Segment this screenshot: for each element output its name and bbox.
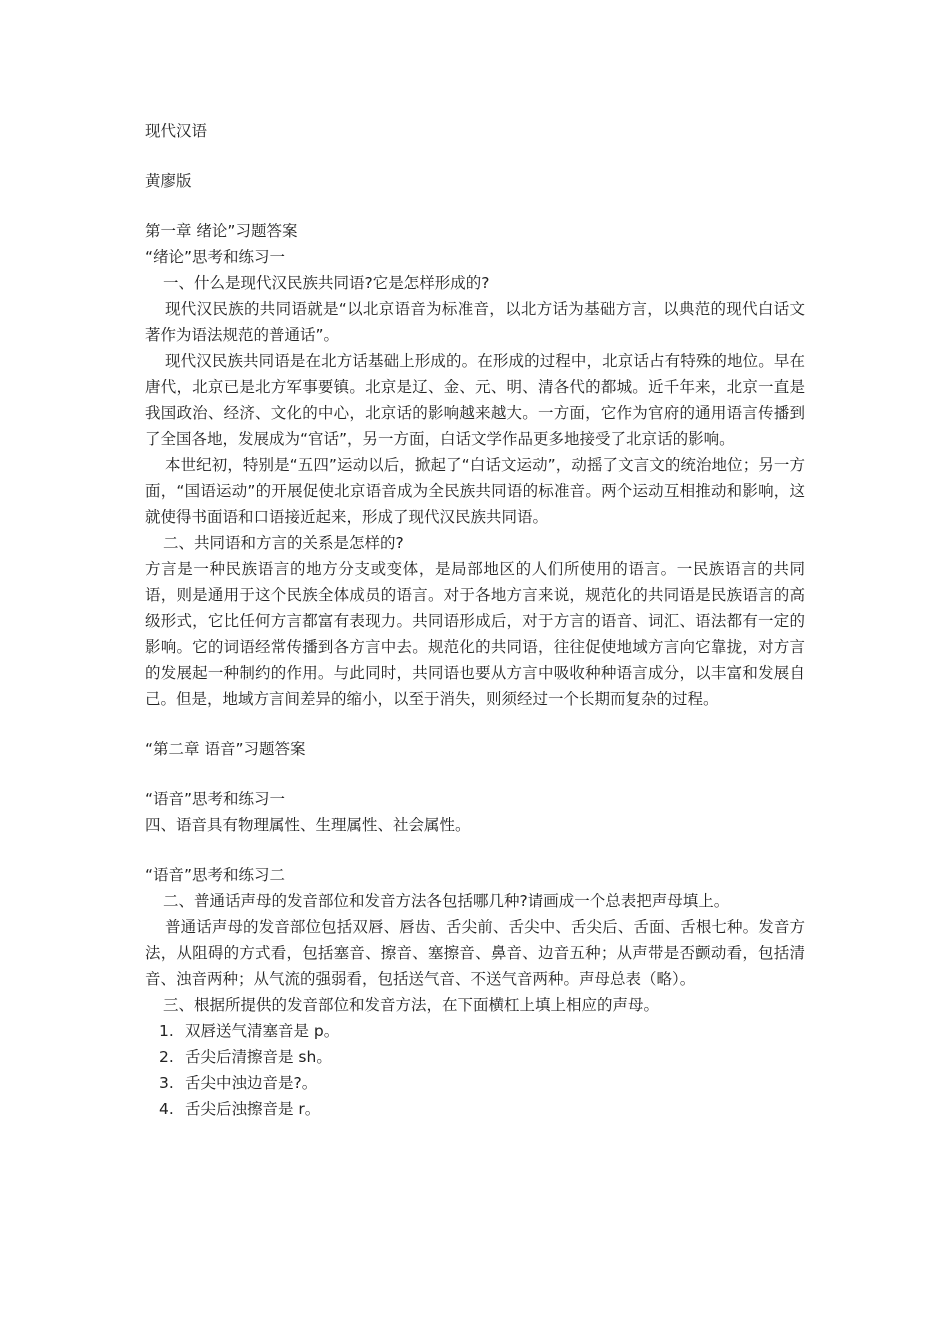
list-item [145,1070,805,1096]
list-item-text: 舌尖中浊边音是?。 [185,1074,318,1092]
chapter-2-exercise-1-answer: 四、语音具有物理属性、生理属性、社会属性。 [145,816,471,834]
doc-edition: 黄廖版 [145,172,192,190]
question-1: 一、什么是现代汉民族共同语?它是怎样形成的? [163,274,490,292]
list-item-number: 4. [159,1100,174,1118]
answer-paragraph-4: 方言是一种民族语言的地方分支或变体，是局部地区的人们所使用的语言。一民族语言的共同语，则是通用于这个民族全体成员的语言。对于各地方言来说，规范化的共同语是民族语言的高级形式，它比任何方言都富有表现力。共同语形成后，对于方言的语音、词汇、语法都有一定的影响。它的词语经常传播到各方言中去。规范化的共同语，往往促使地域方言向它靠拢，对方言的发展起一种制约的作用。与此同时，共同语也要从方言中吸收种种语言成分，以丰富和发展自己。但是，地域方言间差异的缩小，以至于消失，则须经过一个长期而复杂的过程。 [145,560,805,708]
list-item-number: 1. [159,1022,174,1040]
chapter-2-exercise-1-heading: “语音”思考和练习一 [145,790,286,808]
list-item-number: 3. [159,1074,174,1092]
list-item-text: 舌尖后浊擦音是 r。 [185,1100,321,1118]
list-item-number: 2. [159,1048,174,1066]
answer-paragraph-5: 普通话声母的发音部位包括双唇、唇齿、舌尖前、舌尖中、舌尖后、舌面、舌根七种。发音方法，从阻碍的方式看，包括塞音、擦音、塞擦音、鼻音、边音五种；从声带是否颤动看，包括清音、浊音两种；从气流的强弱看，包括送气音、不送气音两种。声母总表（略）。 [145,918,805,988]
list-item-text: 舌尖后清擦音是 sh。 [185,1048,332,1066]
chapter-1-heading: 第一章 绪论”习题答案 [145,222,298,240]
list-item [145,1096,805,1122]
doc-title: 现代汉语 [145,122,208,140]
chapter-2-exercise-2-heading: “语音”思考和练习二 [145,866,286,884]
chapter-2-question-3: 三、根据所提供的发音部位和发音方法，在下面横杠上填上相应的声母。 [163,996,660,1014]
answer-paragraph-3: 本世纪初，特别是“五四”运动以后，掀起了“白话文运动”，动摇了文言文的统治地位；另一方面，“国语运动”的开展促使北京语音成为全民族共同语的标准音。两个运动互相推动和影响，这就使得书面语和口语接近起来，形成了现代汉民族共同语。 [145,456,805,526]
question-2: 二、共同语和方言的关系是怎样的? [163,534,404,552]
answer-list [145,1018,805,1122]
list-item [145,1044,805,1070]
list-item [145,1018,805,1044]
answer-paragraph-1: 现代汉民族的共同语就是“以北京语音为标准音，以北方话为基础方言，以典范的现代白话文著作为语法规范的普通话”。 [145,300,805,344]
chapter-1-exercise-1-heading: “绪论”思考和练习一 [145,248,286,266]
answer-paragraph-2: 现代汉民族共同语是在北方话基础上形成的。在形成的过程中，北京话占有特殊的地位。早在唐代，北京已是北方军事要镇。北京是辽、金、元、明、清各代的都城。近千年来，北京一直是我国政治、经济、文化的中心，北京话的影响越来越大。一方面，它作为官府的通用语言传播到了全国各地，发展成为“官话”，另一方面，白话文学作品更多地接受了北京话的影响。 [145,352,805,448]
chapter-2-heading: “第二章 语音”习题答案 [145,740,306,758]
chapter-2-question-2: 二、普通话声母的发音部位和发音方法各包括哪几种?请画成一个总表把声母填上。 [163,892,730,910]
list-item-text: 双唇送气清塞音是 p。 [185,1022,340,1040]
